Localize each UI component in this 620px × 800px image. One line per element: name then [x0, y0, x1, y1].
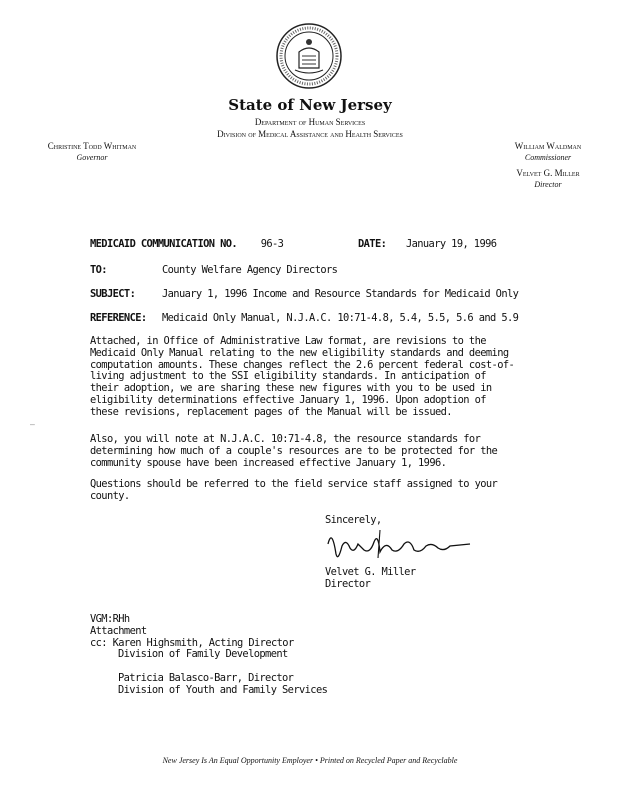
director-block	[493, 168, 603, 190]
commissioner-name: William Waldman	[514, 141, 582, 151]
state-seal-icon	[275, 22, 343, 90]
to-value: County Welfare Agency Directors	[162, 264, 338, 276]
text-line: these revisions, replacement pages of the Manual will be issued.	[90, 405, 452, 418]
director-name: Velvet G. Miller	[516, 168, 580, 178]
paragraph-2	[90, 434, 558, 469]
text-line: living adjustment to the SSI eligibility standards. In anticipation of	[90, 370, 486, 383]
footer-note: New Jersey Is An Equal Opportunity Employer • Printed on Recycled Paper and Recyclable	[162, 756, 458, 765]
governor-title: Governor	[76, 153, 108, 162]
comm-number: 96-3	[260, 238, 284, 250]
margin-mark: —	[30, 420, 35, 429]
reference-label: REFERENCE:	[90, 312, 147, 324]
text-line: community spouse have been increased effective January 1, 1996.	[90, 456, 447, 469]
initials: VGM:RHh	[90, 613, 130, 625]
to-label: TO:	[90, 264, 107, 276]
governor-name: Christine Todd Whitman	[47, 141, 137, 151]
state-title: State of New Jersey	[228, 96, 392, 114]
text-line: Also, you will note at N.J.A.C. 10:71-4.8, the resource standards for	[90, 433, 481, 445]
distribution-block	[90, 614, 327, 697]
cc2-name: Patricia Balasco-Barr, Director	[118, 672, 294, 685]
salutation: Sincerely,	[325, 514, 382, 526]
date-label: DATE:	[358, 238, 387, 250]
date-line	[358, 238, 496, 250]
director-title: Director	[534, 180, 562, 189]
communication-line	[90, 238, 283, 250]
text-line: Attached, in Office of Administrative Law format, are revisions to the	[90, 335, 486, 347]
date-value: January 19, 1996	[405, 238, 497, 250]
comm-label: MEDICAID COMMUNICATION NO.	[90, 238, 238, 250]
text-line: determining how much of a couple's resources are to be protected for the	[90, 444, 498, 457]
division-name: Division of Medical Assistance and Health Services	[217, 129, 403, 139]
attachment-note: Attachment	[90, 624, 147, 637]
governor-block	[12, 141, 172, 163]
department-heading	[0, 116, 620, 140]
department-name: Department of Human Services	[254, 117, 366, 127]
commissioner-title: Commissioner	[524, 153, 572, 162]
text-line: their adoption, we are sharing these new figures with you to be used in	[90, 382, 492, 395]
paragraph-1	[90, 336, 558, 419]
text-line: eligibility determinations effective January 1, 1996. Upon adoption of	[90, 393, 486, 406]
text-line: Medicaid Only Manual relating to the new eligibility standards and deeming	[90, 346, 509, 359]
signer-title: Director	[325, 578, 371, 590]
signer-name: Velvet G. Miller	[325, 566, 416, 578]
paragraph-3	[90, 479, 558, 503]
text-line: computation amounts. These changes reflect the 2.6 percent federal cost-of-	[90, 358, 515, 371]
subject-value: January 1, 1996 Income and Resource Standards for Medicaid Only	[162, 288, 519, 300]
cc2-division: Division of Youth and Family Services	[118, 683, 328, 696]
signature	[320, 524, 490, 564]
reference-value: Medicaid Only Manual, N.J.A.C. 10:71-4.8, 5.4, 5.5, 5.6 and 5.9	[162, 312, 519, 324]
text-line: county.	[90, 489, 130, 502]
subject-label: SUBJECT:	[90, 288, 136, 300]
cc-label: cc:	[90, 636, 107, 649]
text-line: Questions should be referred to the field service staff assigned to your	[90, 478, 498, 490]
cc1-division: Division of Family Development	[118, 648, 288, 661]
cc1-name: Karen Highsmith, Acting Director	[112, 636, 294, 649]
commissioner-block	[493, 141, 603, 163]
